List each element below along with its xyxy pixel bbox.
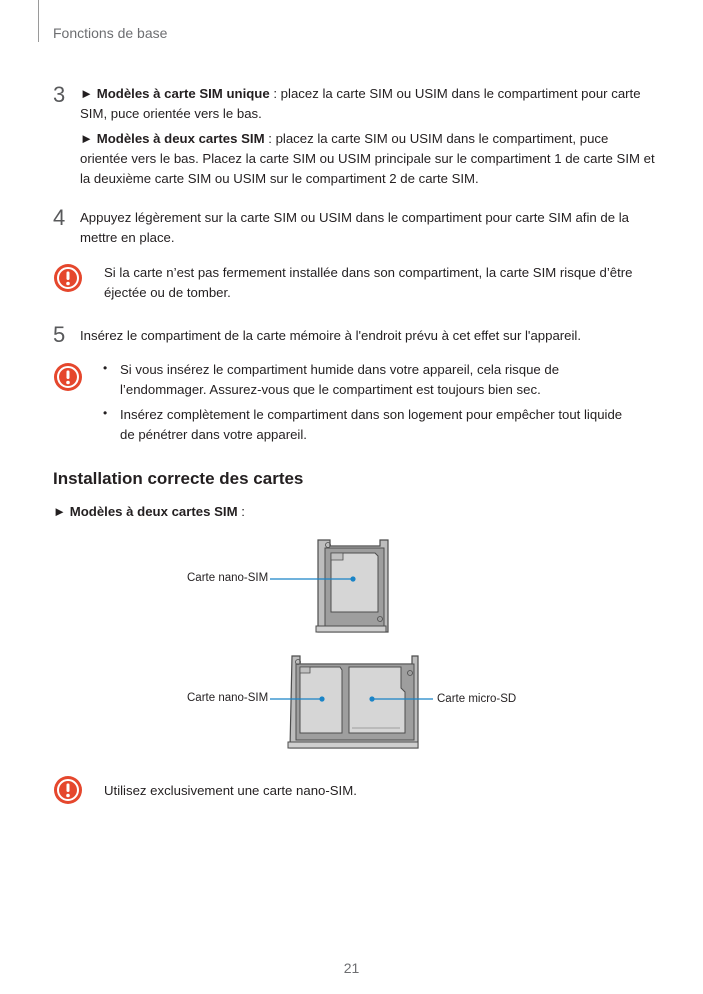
- tray2-nano-sim-label: Carte nano-SIM: [187, 692, 269, 704]
- bullet-1-text-1: Si vous insérez le compartiment humide dans votre appareil, cela risque de: [120, 362, 560, 377]
- bullet-2-text-2: de pénétrer dans votre appareil.: [120, 427, 307, 442]
- dual-sim-text-3: la deuxième carte SIM ou USIM sur le compartiment 2 de carte SIM.: [80, 171, 479, 186]
- dual-sim-model-label: Modèles à deux cartes SIM: [69, 504, 238, 519]
- step-3-number: 3: [53, 82, 66, 107]
- tray2-micro-sd-label: Carte micro-SD: [437, 693, 517, 705]
- single-sim-model-label: Modèles à carte SIM unique: [96, 86, 270, 101]
- step-5-number: 5: [53, 322, 66, 347]
- step-4-warning-text-1: Si la carte n’est pas fermement installée dans son compartiment, la carte SIM risque d’être: [104, 265, 633, 280]
- installation-title: Installation correcte des cartes: [53, 469, 304, 488]
- bullet-2-text-1: Insérez complètement le compartiment dans son logement pour empêcher tout liquide: [120, 407, 623, 422]
- nano-sim-card: [331, 553, 378, 612]
- bullet-symbol: •: [103, 361, 108, 375]
- micro-sd-card: [349, 667, 405, 733]
- section-header: Fonctions de base: [53, 25, 168, 41]
- bullet-symbol: •: [103, 406, 108, 420]
- arrow-icon: ►: [80, 86, 94, 101]
- dual-sim-text-2: orientée vers le bas. Placez la carte SIM ou USIM principale sur le compartiment 1 de carte SIM et: [80, 151, 655, 166]
- single-sim-tray: [316, 540, 388, 632]
- arrow-icon: ►: [53, 504, 67, 519]
- step-4-number: 4: [53, 205, 66, 230]
- single-sim-text-2: SIM, puce orientée vers le bas.: [80, 106, 262, 121]
- exclamation-circle-icon: [53, 775, 83, 805]
- dual-sim-model-label: Modèles à deux cartes SIM: [96, 131, 265, 146]
- bullet-1-text-2: l’endommager. Assurez-vous que le compartiment est toujours bien sec.: [120, 382, 541, 397]
- nano-sim-note: Utilisez exclusivement une carte nano-SIM.: [104, 783, 357, 798]
- dual-sim-tray: [288, 656, 418, 748]
- step-4-text-1: Appuyez légèrement sur la carte SIM ou USIM dans le compartiment pour carte SIM afin de la: [80, 210, 630, 225]
- step-4-text-2: mettre en place.: [80, 230, 175, 245]
- step-4-warning-text-2: éjectée ou de tomber.: [104, 285, 231, 300]
- dual-sim-text-1: : placez la carte SIM ou USIM dans le compartiment, puce: [264, 131, 609, 146]
- single-sim-text-1: : placez la carte SIM ou USIM dans le compartiment pour carte: [269, 86, 641, 101]
- tray1-nano-sim-label: Carte nano-SIM: [187, 572, 269, 584]
- subtitle-suffix: :: [237, 504, 245, 519]
- page-number: 21: [343, 960, 360, 976]
- step-5-text: Insérez le compartiment de la carte mémoire à l'endroit prévu à cet effet sur l'appareil.: [80, 328, 582, 343]
- arrow-icon: ►: [80, 131, 94, 146]
